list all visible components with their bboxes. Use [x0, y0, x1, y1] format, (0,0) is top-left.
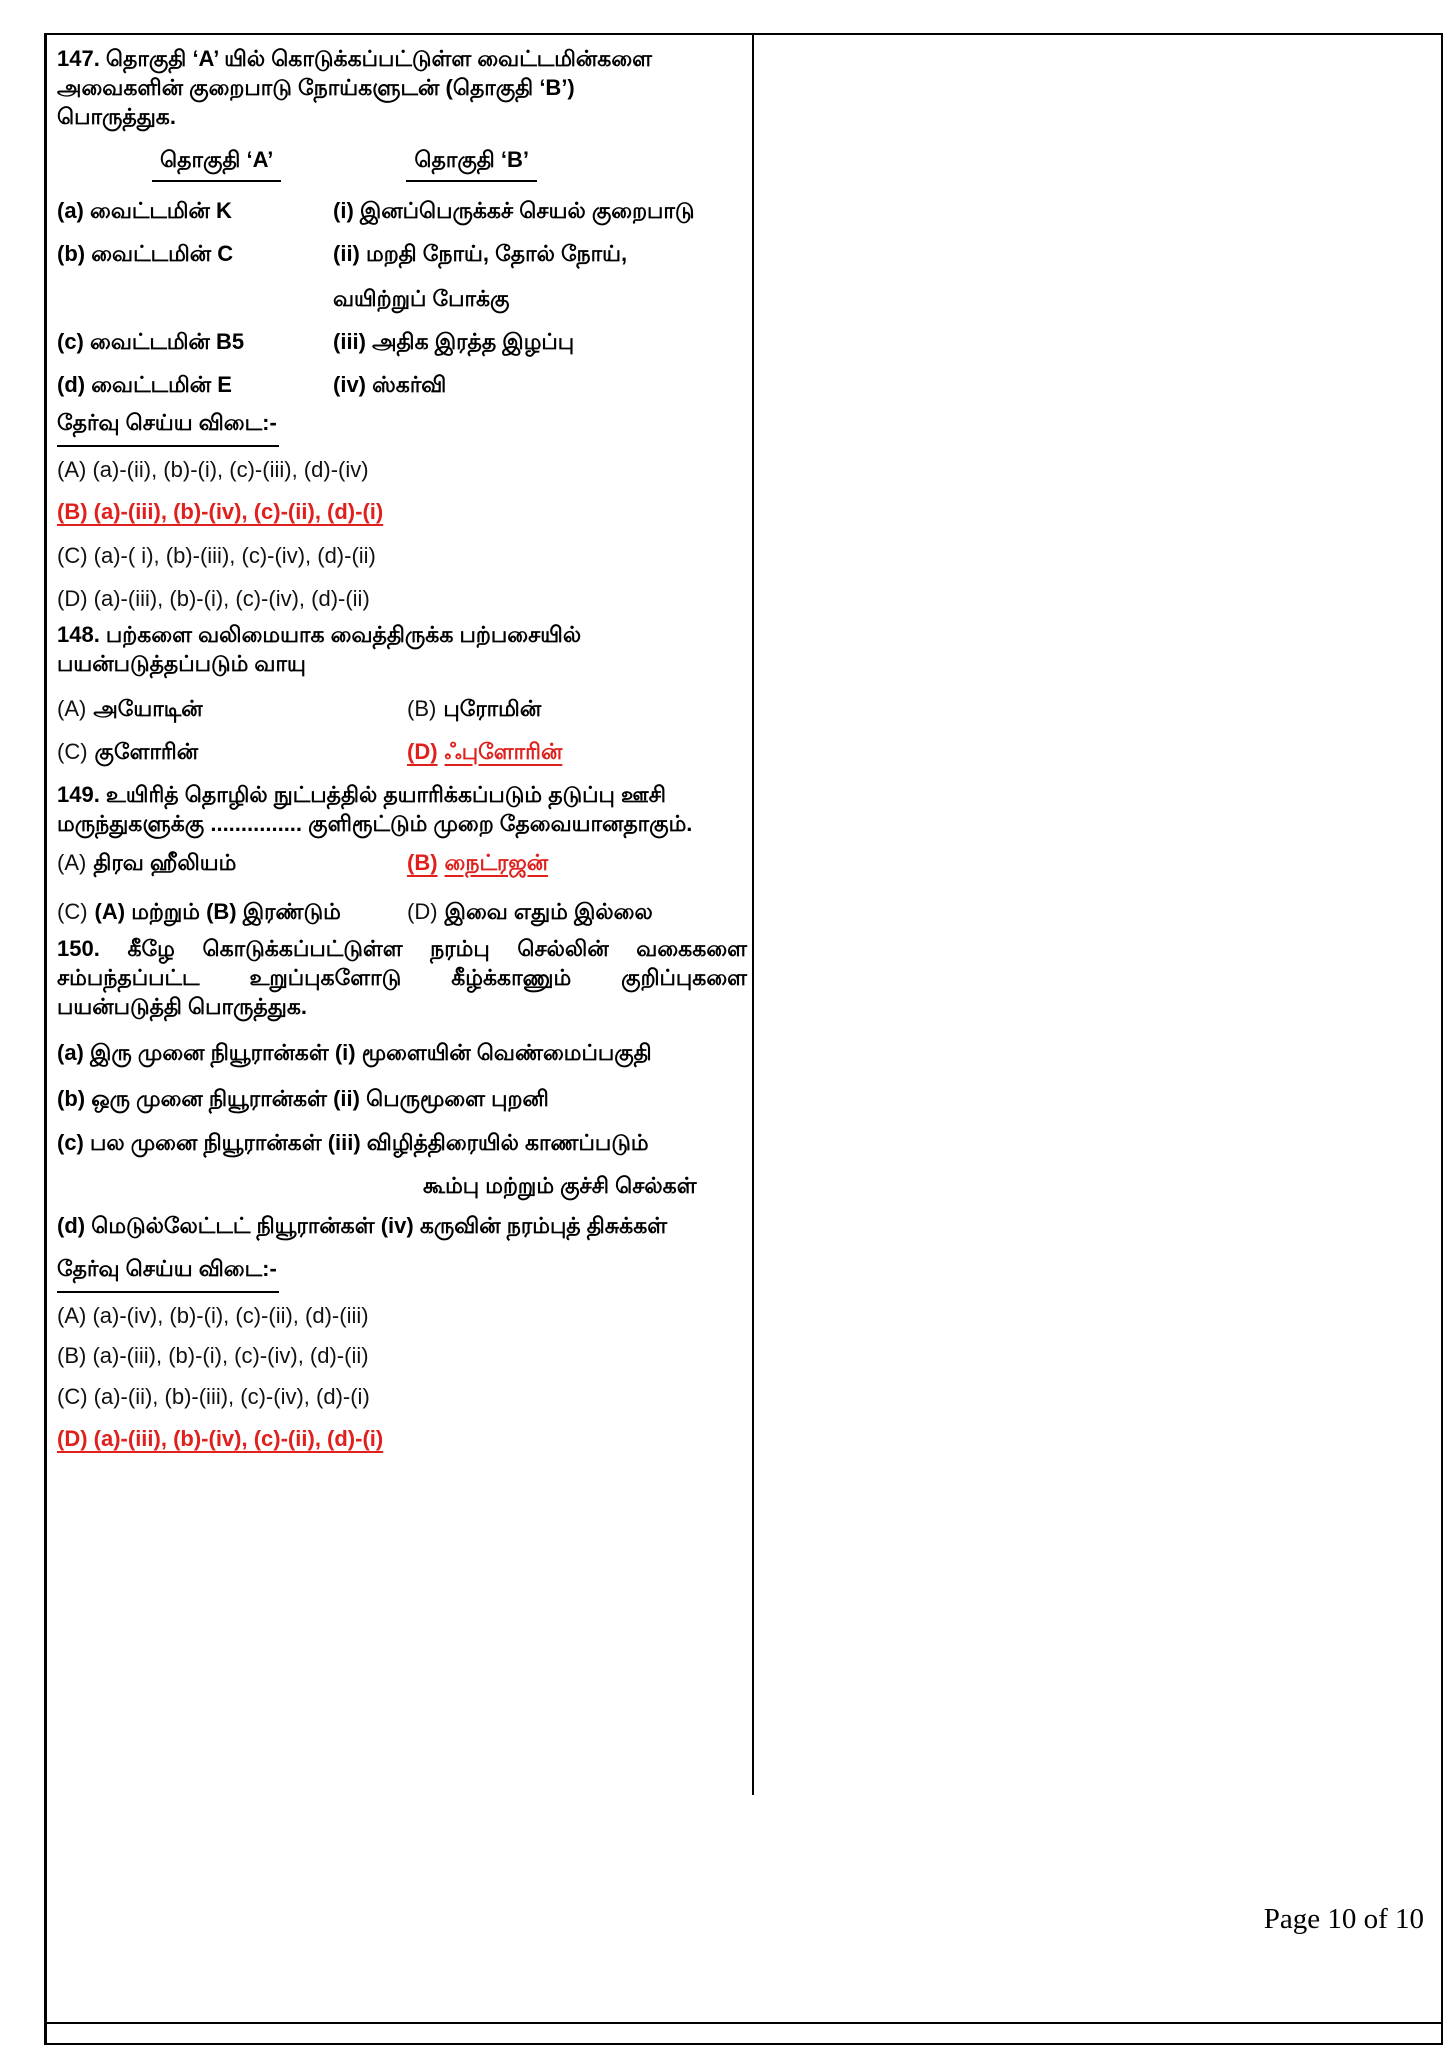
option-row	[57, 737, 747, 766]
stem-line: 150. கீழே கொடுக்கப்பட்டுள்ள நரம்பு செல்லின் வகைகளை	[57, 936, 747, 961]
pair-right: (iv) ஸ்கர்வி	[333, 372, 447, 397]
answer-heading-147: தேர்வு செய்ய விடை:-	[57, 410, 279, 447]
match-pair-line: (a) இரு முனை நியூரான்கள் (i) மூளையின் வெண்மைப்பகுதி	[57, 1040, 652, 1065]
match-pair-line: (b) ஒரு முனை நியூரான்கள் (ii) பெருமூளை புறனி	[57, 1086, 549, 1111]
page-border-bottom	[44, 2043, 1443, 2045]
option-148-C: (C) குளோரின்	[57, 739, 199, 764]
stem-line: அவைகளின் குறைபாடு நோய்களுடன் (தொகுதி ‘B’)	[57, 75, 575, 100]
question-148-stem	[57, 620, 747, 678]
option-149-A: (A) திரவ ஹீலியம்	[57, 850, 237, 875]
pair-right: (i) இனப்பெருக்கச் செயல் குறைபாடு	[333, 198, 695, 223]
option-147-A: (A) (a)-(ii), (b)-(i), (c)-(iii), (d)-(iv)	[57, 457, 369, 482]
match-pair-line: (d) மெடுல்லேட்டட் நியூரான்கள் (iv) கருவின் நரம்புத் திசுக்கள்	[57, 1213, 668, 1238]
answer-heading-150: தேர்வு செய்ய விடை:-	[57, 1256, 279, 1293]
pair-left: (d) வைட்டமின் E	[57, 372, 232, 397]
option-row	[57, 848, 747, 877]
page-border-top	[44, 33, 1443, 35]
stem-line: 149. உயிரித் தொழில் நுட்பத்தில் தயாரிக்கப்படும் தடுப்பு ஊசி	[57, 782, 666, 807]
page-border-bottom-inner	[44, 2022, 1443, 2024]
stem-line: பொருத்துக.	[57, 104, 176, 129]
match-pair-row	[57, 370, 747, 399]
stem-line: 148. பற்களை வலிமையாக வைத்திருக்க பற்பசையில்	[57, 622, 582, 647]
option-149-C: (C) (A) மற்றும் (B) இரண்டும்	[57, 899, 341, 924]
stem-line: 147. தொகுதி ‘A’ யில் கொடுக்கப்பட்டுள்ள வைட்டமின்களை	[57, 46, 652, 71]
option-147-B-correct: (B) (a)-(iii), (b)-(iv), (c)-(ii), (d)-(i)	[57, 499, 384, 524]
stem-line: பயன்படுத்தப்படும் வாயு	[57, 651, 306, 676]
pair-line-main: (c) பல முனை நியூரான்கள் (iii) விழித்திரையில் காணப்படும்	[57, 1130, 649, 1155]
option-row	[57, 897, 747, 926]
question-150-stem	[57, 934, 747, 1021]
pair-left: (a) வைட்டமின் K	[57, 198, 232, 223]
pair-right-continuation: வயிற்றுப் போக்கு	[333, 286, 510, 311]
option-150-D-correct: (D) (a)-(iii), (b)-(iv), (c)-(ii), (d)-(i)	[57, 1426, 384, 1451]
option-149-D: (D) இவை எதும் இல்லை	[407, 899, 653, 924]
question-149-stem	[57, 780, 747, 838]
column-b-header: தொகுதி ‘B’	[406, 147, 537, 182]
match-pair-row	[57, 239, 747, 313]
question-147-match-headers	[57, 147, 537, 182]
option-150-A: (A) (a)-(iv), (b)-(i), (c)-(ii), (d)-(iii)	[57, 1303, 369, 1328]
page-number: Page 10 of 10	[1263, 1903, 1424, 1935]
match-pair-row	[57, 196, 747, 225]
option-150-C: (C) (a)-(ii), (b)-(iii), (c)-(iv), (d)-(i)	[57, 1384, 370, 1409]
option-147-C: (C) (a)-( i), (b)-(iii), (c)-(iv), (d)-(ii)	[57, 543, 376, 568]
stem-line: மருந்துகளுக்கு ............... குளிரூட்டும் முறை தேவையானதாகும்.	[57, 811, 693, 836]
pair-right: (iii) அதிக இரத்த இழப்பு	[333, 329, 575, 354]
pair-left: (c) வைட்டமின் B5	[57, 329, 245, 354]
column-a-header: தொகுதி ‘A’	[152, 147, 281, 182]
option-148-A: (A) அயோடின்	[57, 696, 203, 721]
stem-line: பயன்படுத்தி பொருத்துக.	[57, 994, 308, 1019]
option-147-D: (D) (a)-(iii), (b)-(i), (c)-(iv), (d)-(ii)	[57, 586, 370, 611]
page-border-right	[1441, 33, 1443, 2045]
option-148-B: (B) புரோமின்	[407, 696, 542, 721]
page-border-left	[44, 33, 47, 2045]
match-pair-row	[57, 327, 747, 356]
option-148-D-correct: (D) ஃபுளோரின்	[407, 739, 563, 764]
pair-right	[333, 239, 747, 313]
column-divider	[752, 33, 754, 1795]
pair-line-continuation: கூம்பு மற்றும் குச்சி செல்கள்	[423, 1173, 697, 1198]
question-147-stem	[57, 44, 747, 131]
pair-right-line: (ii) மறதி நோய், தோல் நோய்,	[333, 241, 628, 266]
match-pair-line	[57, 1128, 697, 1200]
option-row	[57, 694, 747, 723]
option-149-B-correct: (B) நைட்ரஜன்	[407, 850, 549, 875]
option-150-B: (B) (a)-(iii), (b)-(i), (c)-(iv), (d)-(ii)	[57, 1343, 369, 1368]
pair-left: (b) வைட்டமின் C	[57, 241, 234, 266]
stem-line: சம்பந்தப்பட்ட உறுப்புகளோடு கீழ்க்காணும் குறிப்புகளை	[57, 965, 747, 990]
